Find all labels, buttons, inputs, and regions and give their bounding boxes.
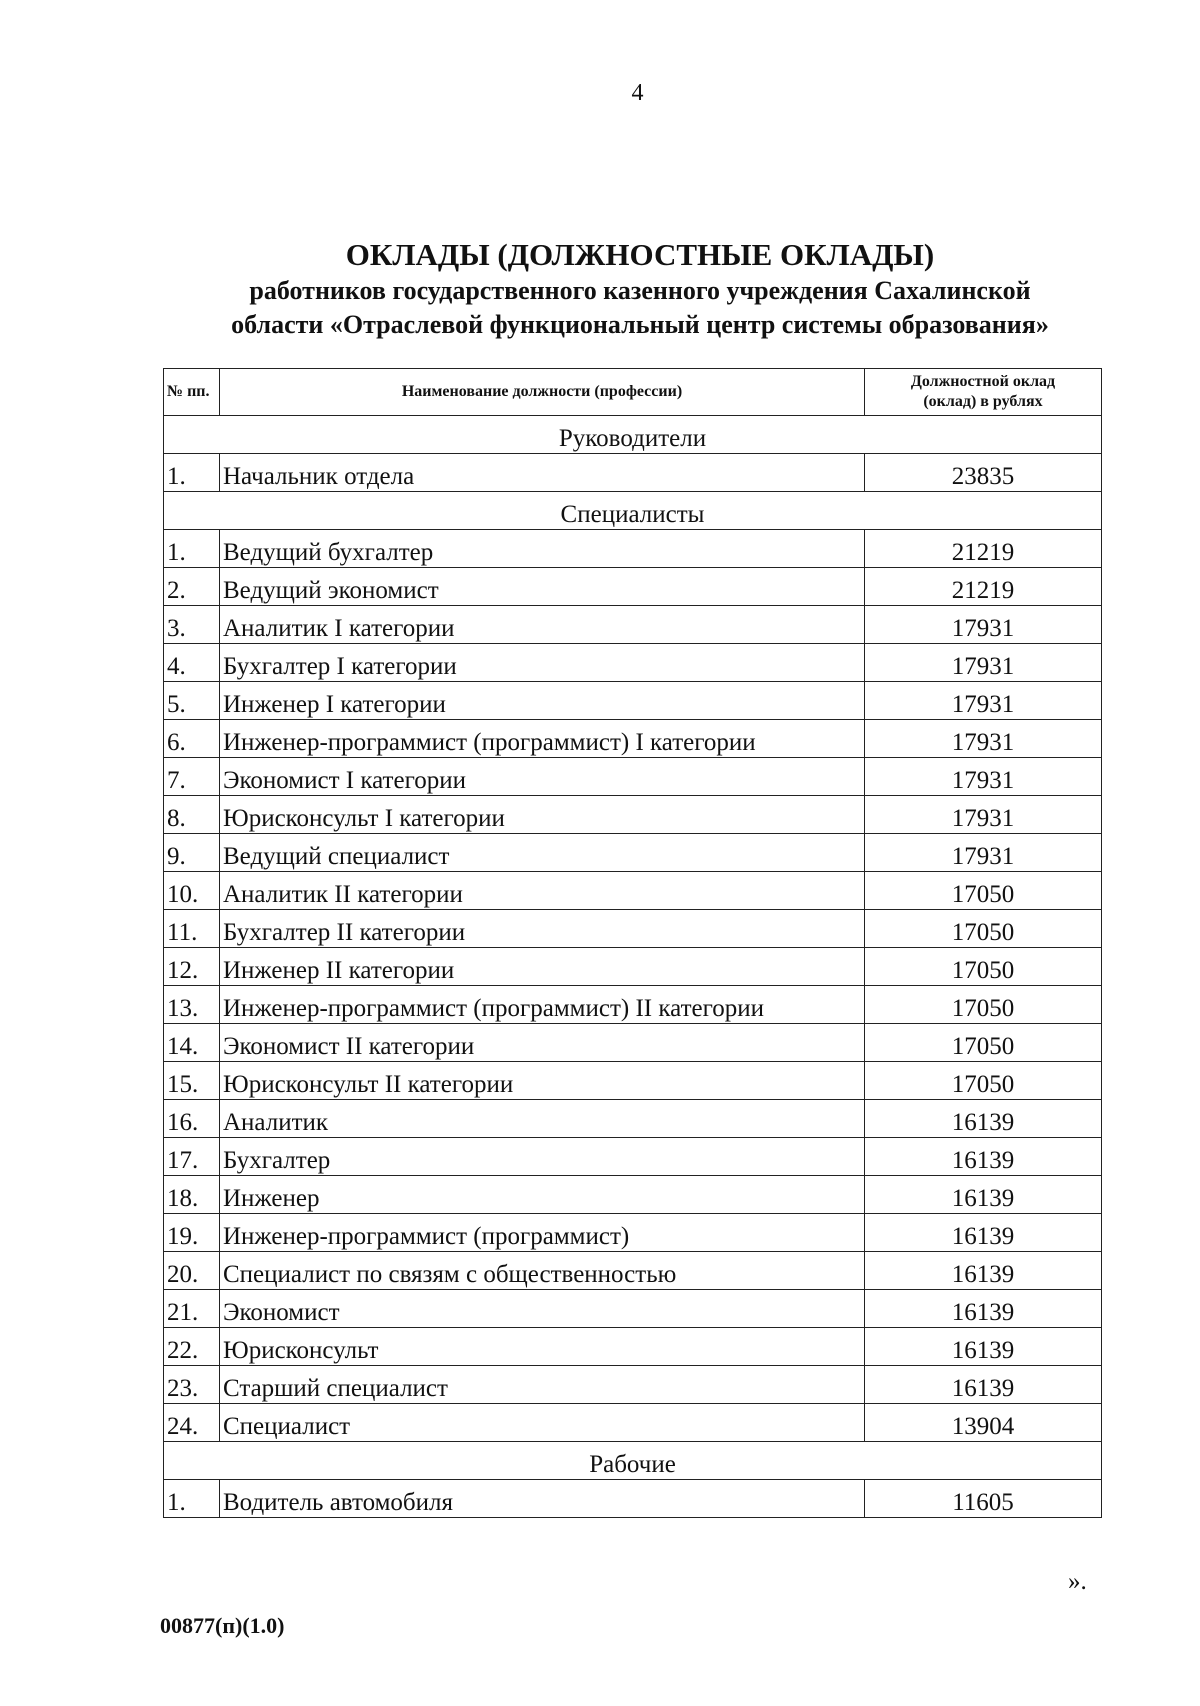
row-position: Специалист bbox=[220, 1404, 865, 1442]
row-position: Юрисконсульт II категории bbox=[220, 1062, 865, 1100]
table-body bbox=[164, 416, 1102, 1518]
table-row bbox=[164, 1252, 1102, 1290]
row-salary: 17931 bbox=[865, 834, 1102, 872]
row-position: Инженер-программист (программист) II категории bbox=[220, 986, 865, 1024]
row-position: Ведущий экономист bbox=[220, 568, 865, 606]
row-salary: 16139 bbox=[865, 1328, 1102, 1366]
table-row bbox=[164, 568, 1102, 606]
row-number: 22. bbox=[164, 1328, 220, 1366]
row-position: Экономист bbox=[220, 1290, 865, 1328]
row-number: 6. bbox=[164, 720, 220, 758]
section-heading: Рабочие bbox=[164, 1442, 1102, 1480]
row-salary: 17931 bbox=[865, 720, 1102, 758]
row-salary: 17050 bbox=[865, 948, 1102, 986]
table-row bbox=[164, 1024, 1102, 1062]
row-number: 21. bbox=[164, 1290, 220, 1328]
table-row bbox=[164, 1366, 1102, 1404]
section-row bbox=[164, 1442, 1102, 1480]
row-position: Аналитик I категории bbox=[220, 606, 865, 644]
document-code: 00877(п)(1.0) bbox=[160, 1613, 285, 1638]
table-row bbox=[164, 720, 1102, 758]
row-salary: 17050 bbox=[865, 986, 1102, 1024]
row-number: 19. bbox=[164, 1214, 220, 1252]
table-row bbox=[164, 1100, 1102, 1138]
row-salary: 16139 bbox=[865, 1214, 1102, 1252]
section-heading: Специалисты bbox=[164, 492, 1102, 530]
table-row bbox=[164, 758, 1102, 796]
row-salary: 17050 bbox=[865, 872, 1102, 910]
row-number: 8. bbox=[164, 796, 220, 834]
row-number: 14. bbox=[164, 1024, 220, 1062]
row-position: Бухгалтер II категории bbox=[220, 910, 865, 948]
row-number: 2. bbox=[164, 568, 220, 606]
row-number: 3. bbox=[164, 606, 220, 644]
row-salary: 21219 bbox=[865, 530, 1102, 568]
row-salary: 17050 bbox=[865, 1062, 1102, 1100]
row-number: 24. bbox=[164, 1404, 220, 1442]
row-salary: 23835 bbox=[865, 454, 1102, 492]
row-salary: 17931 bbox=[865, 796, 1102, 834]
row-number: 5. bbox=[164, 682, 220, 720]
row-number: 18. bbox=[164, 1176, 220, 1214]
row-number: 23. bbox=[164, 1366, 220, 1404]
table-row bbox=[164, 872, 1102, 910]
table-row bbox=[164, 1480, 1102, 1518]
row-number: 15. bbox=[164, 1062, 220, 1100]
row-position: Старший специалист bbox=[220, 1366, 865, 1404]
header-salary bbox=[865, 369, 1102, 416]
salary-table bbox=[163, 368, 1102, 1518]
table-row bbox=[164, 1062, 1102, 1100]
row-position: Аналитик bbox=[220, 1100, 865, 1138]
row-salary: 17931 bbox=[865, 682, 1102, 720]
row-salary: 16139 bbox=[865, 1366, 1102, 1404]
table-row bbox=[164, 796, 1102, 834]
table-row bbox=[164, 454, 1102, 492]
row-salary: 13904 bbox=[865, 1404, 1102, 1442]
row-position: Ведущий специалист bbox=[220, 834, 865, 872]
row-salary: 17931 bbox=[865, 758, 1102, 796]
row-salary: 17931 bbox=[865, 644, 1102, 682]
row-number: 16. bbox=[164, 1100, 220, 1138]
row-position: Инженер I категории bbox=[220, 682, 865, 720]
row-number: 17. bbox=[164, 1138, 220, 1176]
table-row bbox=[164, 1290, 1102, 1328]
table-row bbox=[164, 644, 1102, 682]
row-position: Юрисконсульт I категории bbox=[220, 796, 865, 834]
row-position: Инженер-программист (программист) I категории bbox=[220, 720, 865, 758]
row-salary: 21219 bbox=[865, 568, 1102, 606]
row-position: Экономист II категории bbox=[220, 1024, 865, 1062]
title-line-2: работников государственного казенного учреждения Сахалинской bbox=[249, 276, 1031, 305]
row-position: Инженер-программист (программист) bbox=[220, 1214, 865, 1252]
row-position: Инженер bbox=[220, 1176, 865, 1214]
title-line-1: ОКЛАДЫ (ДОЛЖНОСТНЫЕ ОКЛАДЫ) bbox=[345, 237, 935, 272]
table-row bbox=[164, 910, 1102, 948]
row-position: Бухгалтер bbox=[220, 1138, 865, 1176]
page-number: 4 bbox=[631, 80, 644, 106]
header-salary-line-2: (оклад) в рублях bbox=[923, 393, 1043, 410]
row-number: 1. bbox=[164, 454, 220, 492]
table-row bbox=[164, 1138, 1102, 1176]
title-line-3: области «Отраслевой функциональный центр системы образования» bbox=[231, 310, 1049, 339]
row-number: 12. bbox=[164, 948, 220, 986]
row-number: 1. bbox=[164, 1480, 220, 1518]
row-number: 1. bbox=[164, 530, 220, 568]
row-salary: 16139 bbox=[865, 1176, 1102, 1214]
table-row bbox=[164, 1176, 1102, 1214]
table-row bbox=[164, 1214, 1102, 1252]
row-position: Аналитик II категории bbox=[220, 872, 865, 910]
row-number: 9. bbox=[164, 834, 220, 872]
row-number: 20. bbox=[164, 1252, 220, 1290]
table-row bbox=[164, 1404, 1102, 1442]
row-number: 7. bbox=[164, 758, 220, 796]
header-num: № пп. bbox=[164, 369, 220, 416]
row-position: Инженер II категории bbox=[220, 948, 865, 986]
table-row bbox=[164, 682, 1102, 720]
table-row bbox=[164, 1328, 1102, 1366]
section-row bbox=[164, 416, 1102, 454]
row-position: Начальник отдела bbox=[220, 454, 865, 492]
header-position: Наименование должности (профессии) bbox=[220, 369, 865, 416]
row-position: Ведущий бухгалтер bbox=[220, 530, 865, 568]
row-salary: 11605 bbox=[865, 1480, 1102, 1518]
row-position: Водитель автомобиля bbox=[220, 1480, 865, 1518]
row-number: 10. bbox=[164, 872, 220, 910]
table-row bbox=[164, 530, 1102, 568]
row-salary: 17050 bbox=[865, 910, 1102, 948]
row-salary: 17931 bbox=[865, 606, 1102, 644]
table-row bbox=[164, 606, 1102, 644]
closing-mark: ». bbox=[1068, 1568, 1087, 1595]
section-heading: Руководители bbox=[164, 416, 1102, 454]
table-row bbox=[164, 948, 1102, 986]
row-salary: 16139 bbox=[865, 1100, 1102, 1138]
row-number: 13. bbox=[164, 986, 220, 1024]
row-number: 4. bbox=[164, 644, 220, 682]
header-salary-line-1: Должностной оклад bbox=[910, 373, 1056, 390]
row-salary: 16139 bbox=[865, 1252, 1102, 1290]
row-number: 11. bbox=[164, 910, 220, 948]
row-position: Бухгалтер I категории bbox=[220, 644, 865, 682]
row-position: Специалист по связям с общественностью bbox=[220, 1252, 865, 1290]
row-position: Экономист I категории bbox=[220, 758, 865, 796]
document-title bbox=[160, 236, 1120, 342]
row-salary: 17050 bbox=[865, 1024, 1102, 1062]
row-position: Юрисконсульт bbox=[220, 1328, 865, 1366]
row-salary: 16139 bbox=[865, 1138, 1102, 1176]
section-row bbox=[164, 492, 1102, 530]
row-salary: 16139 bbox=[865, 1290, 1102, 1328]
table-row bbox=[164, 986, 1102, 1024]
table-header-row bbox=[164, 369, 1102, 416]
table-row bbox=[164, 834, 1102, 872]
